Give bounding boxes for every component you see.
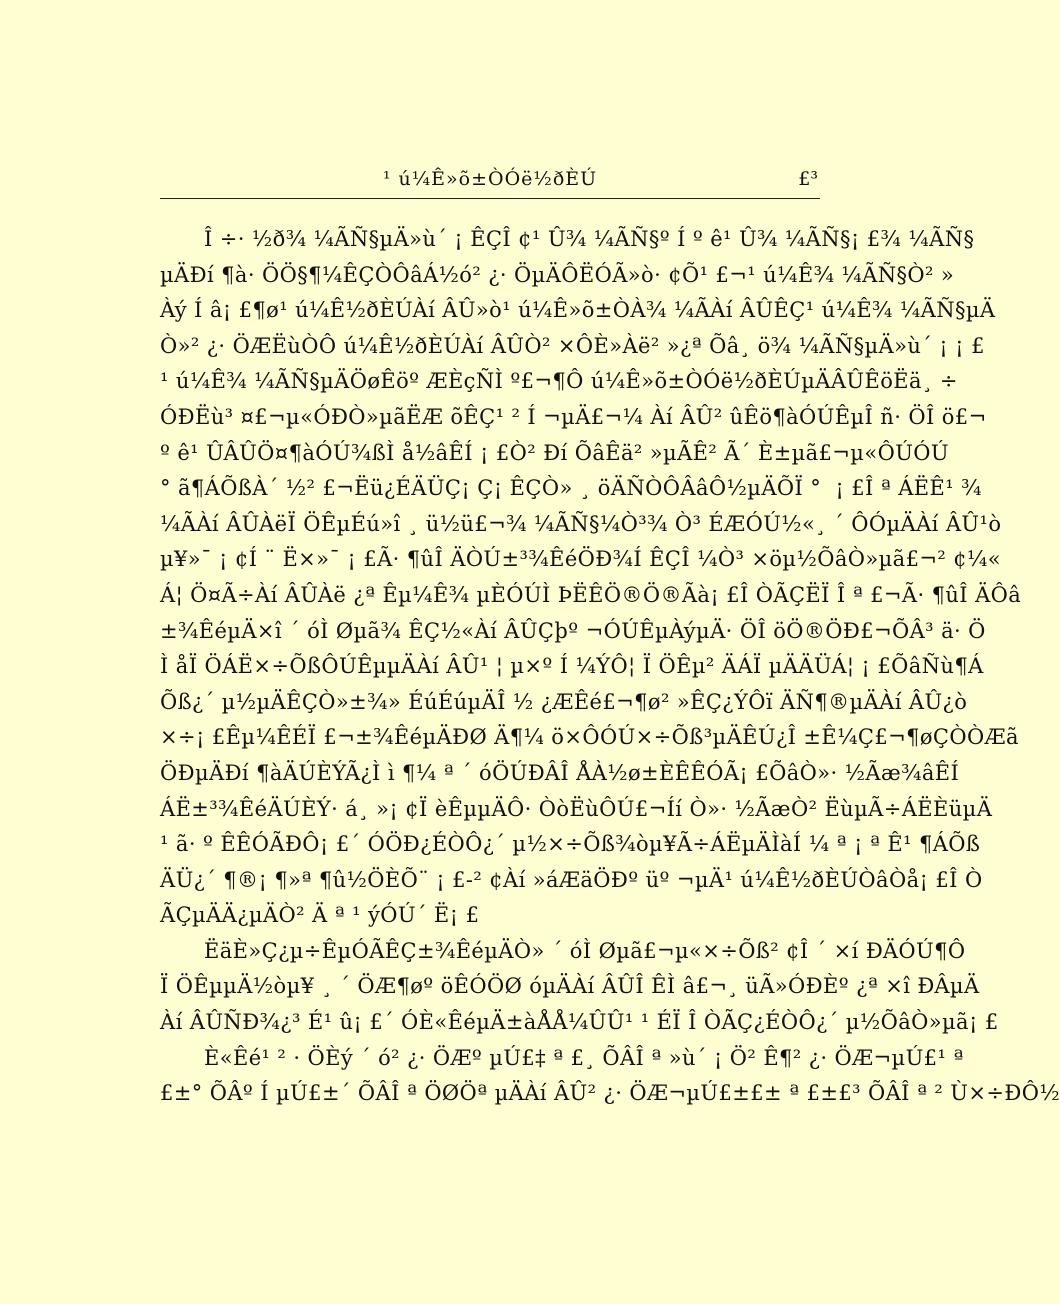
- text-line: ¼ÃÀí ÂÛÀëÏ ÖÊµÉú»î ¸ ü½ü£¬¾ ¼ÃÑ§¼Ò³¾ Ò³ ÉÆÓÚ½«¸ ´ ÔÓµÄÀí ÂÛ¹ò: [160, 511, 1002, 536]
- text-line: Ò»² ¿· ÖÆËùÒÔ ú¼Ê½ðÈÚÀí ÂÛÒ² ×ÔÈ»Àë² »¿ª Õâ¸ ö¾ ¼ÃÑ§µÄ»ù´ ¡ ¡ £: [160, 333, 985, 358]
- text-line: ° ã¶ÁÕßÀ´ ½² £¬Ëü¿ÉÄÜÇ¡ Ç¡ ÊÇÒ» ¸ öÄÑÒÔÂâÔ½µÄÕÏ ° ¡ £Î ª ÁËÊ¹ ¾: [160, 476, 982, 501]
- text-line: ¹ ã· º ÊÊÓÃÐÔ¡ £´ ÓÖÐ¿ÉÒÔ¿´ µ½×÷Õß¾òµ¥Ã÷ÁËµÄÌàÍ ¼ ª ¡ ª Ê¹ ¶ÁÕß: [160, 832, 981, 857]
- text-line: Õß¿´ µ½µÄÊÇÒ»±¾» ÉúÉúµÄÎ ½ ¿ÆÊé£¬¶ø² »ÊÇ¿ÝÔï ÄÑ¶®µÄÀí ÂÛ¿ò: [160, 689, 968, 714]
- running-header: [160, 162, 820, 199]
- text-line: ×÷¡ £Êµ¼ÊÉÏ £¬±¾ÊéµÄÐØ Ä¶¼ ö×ÔÓÚ×÷Õß³µÄÊÚ¿Î ±Ê¼Ç£¬¶øÇÒÒÆã: [160, 725, 1019, 750]
- text-line: ÁË±³¾ÊéÄÚÈÝ· á¸ »¡ ¢Ï èÊµµÄÔ· ÒòËùÔÚ£¬Íí Ò»· ½ÃæÒ² ËùµÃ÷ÁËÈüµÄ: [160, 796, 993, 821]
- text-line: ÃÇµÄÄ¿µÄÒ² Ä ª ¹ ýÓÚ´ Ë¡ £: [160, 903, 480, 928]
- text-line: ±¾ÊéµÄ×î ´ óÌ Øµã¾ ÊÇ½«Àí ÂÛÇþº ¬ÓÚÊµÀýµÄ· ÖÎ öÖ®ÖÐ£¬ÕÂ³ ä· Ö: [160, 618, 986, 643]
- text-line: £±° ÕÂº Í µÚ£±´ ÕÂÎ ª ÖØÖª µÄÀí ÂÛ² ¿· ÖÆ¬µÚ£±£± ª £±£³ ÕÂÎ ª ² Ù×÷ÐÔ½: [160, 1081, 1060, 1106]
- text-line: È«Êé¹ ² · ÖÈý ´ ó² ¿· ÖÆº µÚ£‡ ª £¸ ÕÂÎ ª »ù´ ¡ Ö² Ê¶² ¿· ÖÆ¬µÚ£¹ ª: [204, 1045, 964, 1070]
- text-line: ÄÜ¿´ ¶®¡ ¶»ª ¶û½ÖÈÕ¨ ¡ £-² ¢Àí »áÆäÖÐº üº ¬µÄ¹ ú¼Ê½ðÈÚÒâÒå¡ £Î Ò: [160, 867, 983, 892]
- paragraph-2: [160, 934, 999, 1041]
- text-line: ËäÈ»Ç¿µ÷ÊµÓÃÊÇ±¾ÊéµÄÒ» ´ óÌ Øµã£¬µ«×÷Õß² ¢Î ´ ×í ÐÄÓÚ¶Ô: [204, 938, 966, 963]
- text-line: µ¥»¯ ¡ ¢Í ¨ Ë×»¯ ¡ £Ã· ¶ûÎ ÄÒÚ±³¾ÊéÖÐ¾Í ÊÇÎ ¼Ò³ ×öµ½ÕâÒ»µã£¬² ¢¼«: [160, 547, 1002, 572]
- text-line: Àý Í â¡ £¶ø¹ ú¼Ê½ðÈÚÀí ÂÛ»ò¹ ú¼Ê»õ±ÒÀ¾ ¼ÃÀí ÂÛÊÇ¹ ú¼Ê¾ ¼ÃÑ§µÄ: [160, 298, 996, 323]
- text-line: ¹ ú¼Ê¾ ¼ÃÑ§µÄÖøÊöº ÆÈçÑÌ º£¬¶Ô ú¼Ê»õ±ÒÓë½ðÈÚµÄÂÛÊöËä¸ ÷: [160, 369, 958, 394]
- paragraph-3: [160, 1041, 1060, 1112]
- text-line: º ê¹ ÛÂÛÖ¤¶àÓÚ¾ßÌ å½âÊÍ ¡ £Ò² Ðí ÕâÊä² »µÃÊ² Ã´ È±µã£¬µ«ÔÚÓÚ: [160, 440, 950, 465]
- text-line: Àí ÂÛÑÐ¾¿³ É¹ û¡ £´ ÓÈ«ÊéµÄ±àÅÅ¼ÛÛ¹ ¹ ÉÏ Î ÒÃÇ¿ÉÒÔ¿´ µ½ÕâÒ»µã¡ £: [160, 1010, 999, 1035]
- text-line: Á¦ Ö¤Ã÷Àí ÂÛÀë ¿ª Êµ¼Ê¾ µÈÓÚÌ ÞËÊÖ®Ö®Ãà¡ £Î ÒÃÇËÏ Î ª £¬Ã· ¶ûÎ ÄÔâ: [160, 582, 1022, 607]
- text-line: Î ÷· ½ð¾ ¼ÃÑ§µÄ»ù´ ¡ ÊÇÎ ¢¹ Û¾ ¼ÃÑ§º Í º ê¹ Û¾ ¼ÃÑ§¡ £¾ ¼ÃÑ§: [204, 227, 975, 251]
- text-line: µÄÐí ¶à· ÖÖ§¶¼ÊÇÒÔâÁ½ó² ¿· ÖµÄÔËÓÃ»ò· ¢Õ¹ £¬¹ ú¼Ê¾ ¼ÃÑ§Ò² »: [160, 262, 955, 287]
- body-text: [160, 222, 1060, 1112]
- paragraph-1: [160, 222, 1022, 934]
- text-line: ÖÐµÄÐí ¶àÄÚÈÝÃ¿Ì ì ¶¼ ª ´ óÖÚÐÂÎ ÅÀ½ø±ÈÊÊÓÃ¡ £ÕâÒ»· ½Ãæ¾âÊÍ: [160, 760, 960, 785]
- header-title: ¹ ú¼Ê»õ±ÒÓë½ðÈÚ: [382, 168, 598, 190]
- text-line: Ì åÏ ÖÁË×÷ÕßÔÚÊµµÄÀí ÂÛ¹ ¦ µ×º Í ¼ÝÔ¦ Ï ÖÊµ² ÄÁÏ µÄÄÜÁ¦ ¡ £ÕâÑù¶Á: [160, 654, 984, 679]
- page-number: £³: [798, 168, 818, 190]
- text-line: Ï ÖÊµµÄ½òµ¥ ¸ ´ ÖÆ¶øº öÊÓÖØ óµÄÀí ÂÛÎ ÊÌ â£¬¸ üÃ»ÓÐÈº ¿ª ×î ÐÂµÄ: [160, 974, 980, 999]
- text-line: ÓÐËù³ ¤£¬µ«ÓÐÒ»µãËÆ õÊÇ¹ ² Í ¬µÄ£¬¼ Àí ÂÛ² ûÊö¶àÓÚÊµÎ ñ· ÖÎ ö£¬: [160, 404, 987, 429]
